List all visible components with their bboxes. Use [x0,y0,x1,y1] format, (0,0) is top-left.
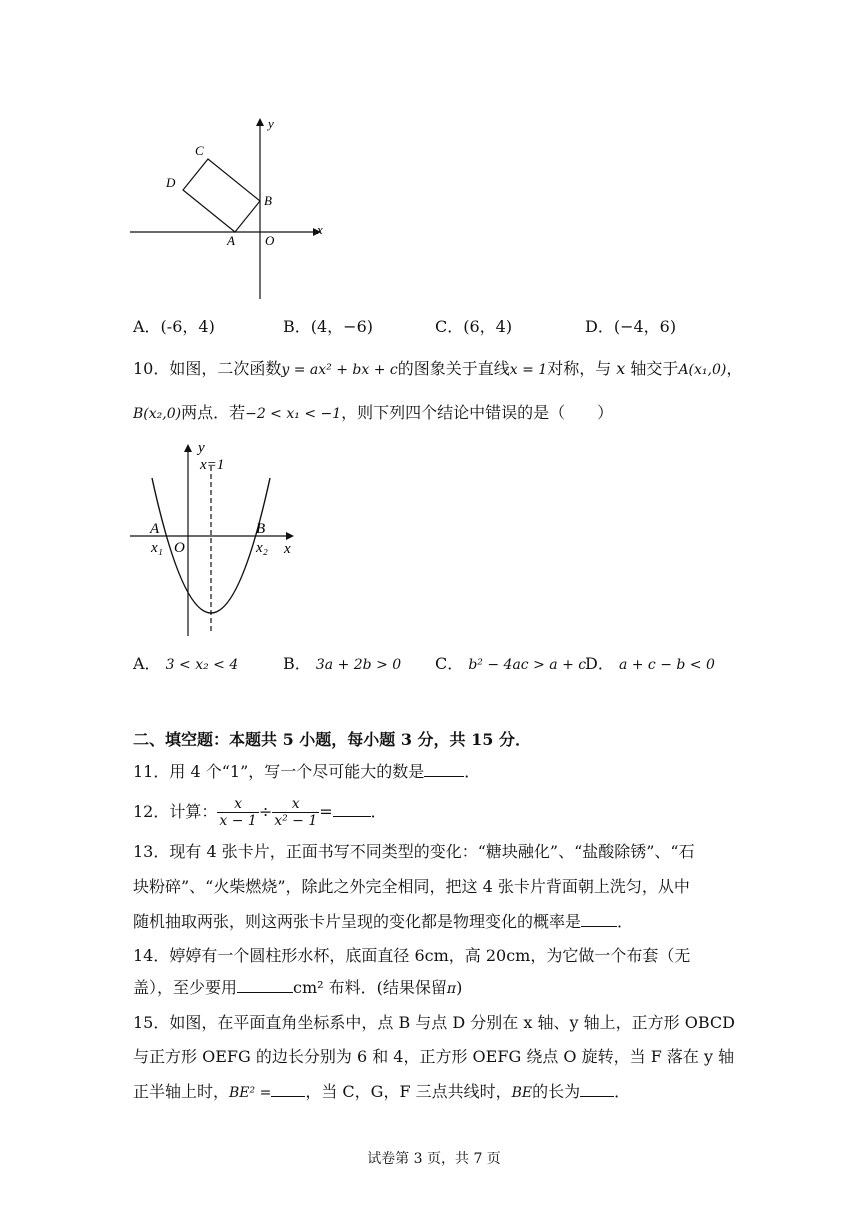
q14-line1: 14．婷婷有一个圆柱形水杯，底面直径 6cm，高 20cm，为它做一个布套（无 [133,946,691,965]
q10-line1 [133,359,742,380]
q10-y-arrow [184,444,192,452]
q10-figure [128,436,308,646]
q10-x-arrow [286,532,294,540]
q10-option-a-expr: 3 < x₂ < 4 [165,657,239,673]
q15-line3-b: ，当 C，G，F 三点共线时， [305,1082,512,1101]
page-footer: 试卷第 3 页，共 7 页 [367,1151,501,1167]
q12-fraction-2 [272,796,319,829]
q15-line2: 与正方形 OEFG 的边长分别为 6 和 4，正方形 OEFG 绕点 O 旋转，当 F 落在 y 轴 [133,1047,735,1066]
q10-option-b-label: B． [283,654,311,673]
q10-option-c-expr: b² − 4ac > a + c [468,657,587,673]
q12-f1-num: x [217,796,258,813]
q13-end: ． [617,912,634,931]
q14-line2-c: ) [456,978,463,997]
q9-label-x: x [317,222,323,237]
q10-option-c-label: C． [435,654,464,673]
q9-label-a: A [227,233,235,248]
q11-end: ． [464,762,481,781]
q15-answer-blank-1[interactable] [271,1082,305,1097]
q9-option-c: C．(6，4) [435,317,513,336]
q9-label-b: B [264,193,272,208]
q9-option-d: D．(−4，6) [585,317,677,336]
q14-answer-blank[interactable] [237,978,293,993]
q10-condition: −2 < x₁ < −1 [245,406,342,422]
q10-axis-eq: x = 1 [509,362,548,378]
q12-f2-den: x² − 1 [274,813,318,829]
q12-end: ． [370,802,387,821]
q15-end: ． [614,1082,631,1101]
q12 [133,792,387,832]
q10-line2 [133,403,613,424]
q10-label-a: A [150,521,160,537]
q10-line1-suffix: 对称，与 [547,359,612,378]
q10-x: x [616,359,626,378]
q10-formula: y = ax² + bx + c [281,362,398,378]
q10-label-x2: x₂ [256,540,268,556]
q12-f2-num: x [272,796,319,813]
q9-label-y: y [268,116,274,131]
q9-option-a: A．(-6，4) [133,317,215,336]
q9-figure [125,112,335,304]
q15-answer-blank-2[interactable] [580,1082,614,1097]
q13-line3-text: 随机抽取两张，则这两张卡片呈现的变化都是物理变化的概率是 [133,912,582,931]
q14-line2-a: 盖），至少要用 [133,978,238,997]
q13-answer-blank[interactable] [581,912,617,927]
q15-line3-a: 正半轴上时， [133,1082,230,1101]
q10-line1-mid: 的图象关于直线 [397,359,510,378]
q10-line2-end: ，则下列四个结论中错误的是（ ） [341,403,614,422]
q9-rectangle [183,159,260,232]
q9-label-d: D [166,175,176,190]
q15-line1: 15．如图，在平面直角坐标系中，点 B 与点 D 分别在 x 轴、y 轴上，正方形 OBCD [133,1013,735,1032]
q12-f1-den: x − 1 [219,813,257,829]
q12-div: ÷ [258,802,273,821]
q10-point-a: A(x₁,0) [678,362,727,378]
q15-be: BE [511,1085,533,1101]
q12-fraction-1 [217,796,258,829]
q10-option-d-expr: a + c − b < 0 [618,657,715,673]
q9-label-c: C [195,143,204,158]
q14-line2-b: cm² 布料．(结果保留 [293,978,447,997]
q12-prefix: 12．计算： [133,802,218,821]
q12-eq: = [319,802,333,821]
q10-label-o: O [174,540,185,556]
q10-option-b-expr: 3a + 2b > 0 [315,657,402,673]
q10-line1-prefix: 10．如图，二次函数 [133,359,282,378]
q10-option-c [435,654,586,675]
q10-label-b: B [256,521,266,537]
q10-option-d-label: D． [585,654,614,673]
q11-text: 11．用 4 个“1”，写一个尽可能大的数是 [133,762,425,781]
q13-line3 [133,912,633,932]
q13-line2: 块粉碎”、“火柴燃烧”，除此之外完全相同，把这 4 张卡片背面朝上洗匀，从中 [133,877,690,896]
q10-line1-end: 轴交于 [630,359,679,378]
q10-point-b: B(x₂,0) [133,406,182,422]
q10-option-b [283,654,401,675]
q15-be2: BE² = [229,1085,272,1101]
q13-line1: 13．现有 4 张卡片，正面书写不同类型的变化：“糖块融化”、“盐酸除锈”、“石 [133,842,695,861]
q10-label-axis: x=1 [200,457,225,473]
q12-answer-blank[interactable] [333,802,371,817]
q9-y-arrow [256,118,264,126]
q11 [133,762,480,782]
q10-label-y: y [198,440,205,456]
q10-option-a [133,654,238,675]
q10-line1-comma: ， [726,359,743,378]
section-heading: 二、填空题：本题共 5 小题，每小题 3 分，共 15 分． [133,730,531,749]
q10-option-a-label: A． [133,654,161,673]
q14-pi: π [446,981,457,997]
q10-option-d [585,654,715,675]
q10-label-x1: x₁ [151,540,163,556]
q10-line2-text: 两点．若 [181,403,246,422]
q15-line3-c: 的长为 [532,1082,581,1101]
q15-line3 [133,1082,630,1103]
q10-label-x: x [284,541,291,557]
q14-line2 [133,978,462,999]
q11-answer-blank[interactable] [424,762,464,777]
q9-option-b: B．(4，−6) [283,317,374,336]
q9-label-o: O [265,233,275,248]
